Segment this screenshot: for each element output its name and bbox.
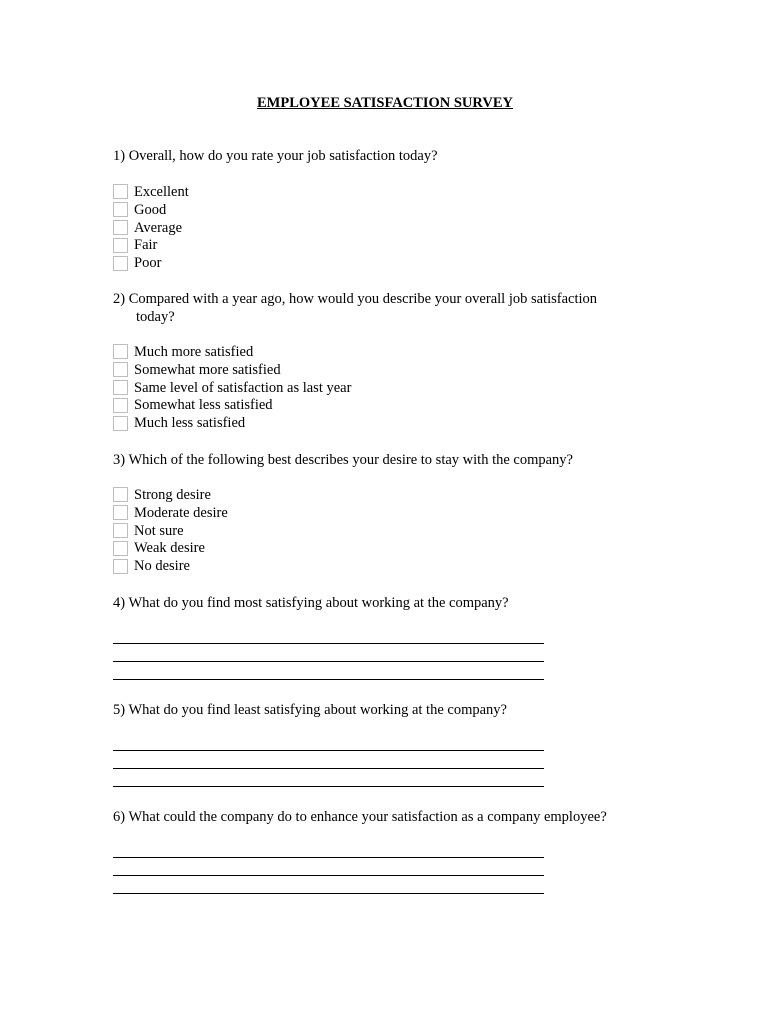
checkbox[interactable] [113,380,128,395]
answer-line-2[interactable] [113,645,544,662]
question-3-options [113,486,228,575]
option-average[interactable] [113,219,189,237]
option-somewhat-less-satisfied[interactable] [113,396,351,414]
option-label: Moderate desire [134,504,228,521]
question-6-text: 6) What could the company do to enhance your satisfaction as a company employee? [113,809,607,825]
option-somewhat-more-satisfied[interactable] [113,361,351,379]
answer-line-1[interactable] [113,841,544,858]
option-fair[interactable] [113,236,189,254]
question-5-answer [113,734,544,788]
option-label: Poor [134,255,162,272]
checkbox[interactable] [113,344,128,359]
page-title: EMPLOYEE SATISFACTION SURVEY [257,95,513,111]
option-label: No desire [134,558,190,575]
checkbox[interactable] [113,523,128,538]
question-3-text: 3) Which of the following best describes your desire to stay with the company? [113,452,573,468]
option-label: Excellent [134,183,189,200]
answer-line-3[interactable] [113,877,544,894]
option-label: Somewhat more satisfied [134,361,281,378]
checkbox[interactable] [113,416,128,431]
option-good[interactable] [113,201,189,219]
checkbox[interactable] [113,202,128,217]
answer-line-3[interactable] [113,770,544,787]
question-4 [113,594,673,612]
question-4-answer [113,627,544,681]
checkbox[interactable] [113,559,128,574]
checkbox[interactable] [113,184,128,199]
answer-line-2[interactable] [113,752,544,769]
question-6-answer [113,841,544,895]
question-1-text: 1) Overall, how do you rate your job satisfaction today? [113,148,438,164]
option-moderate-desire[interactable] [113,504,228,522]
checkbox[interactable] [113,220,128,235]
option-label: Fair [134,237,158,254]
question-2 [113,290,673,326]
option-much-more-satisfied[interactable] [113,343,351,361]
question-2-options [113,343,351,432]
checkbox[interactable] [113,398,128,413]
option-poor[interactable] [113,254,189,272]
option-not-sure[interactable] [113,522,228,540]
option-label: Much more satisfied [134,343,254,360]
option-weak-desire[interactable] [113,539,228,557]
option-label: Strong desire [134,486,211,503]
checkbox[interactable] [113,541,128,556]
checkbox[interactable] [113,256,128,271]
option-strong-desire[interactable] [113,486,228,504]
checkbox[interactable] [113,487,128,502]
question-4-text: 4) What do you find most satisfying about working at the company? [113,595,509,611]
answer-line-3[interactable] [113,663,544,680]
option-much-less-satisfied[interactable] [113,414,351,432]
question-5 [113,701,673,719]
option-excellent[interactable] [113,183,189,201]
question-3 [113,451,673,469]
question-2-text: 2) Compared with a year ago, how would you describe your overall job satisfaction [113,291,598,307]
option-label: Weak desire [134,540,205,557]
checkbox[interactable] [113,362,128,377]
option-no-desire[interactable] [113,557,228,575]
question-1 [113,147,673,165]
question-6 [113,808,673,826]
option-label: Same level of satisfaction as last year [134,379,352,396]
question-2-text-continued: today? [136,309,175,325]
option-label: Good [134,201,167,218]
answer-line-1[interactable] [113,734,544,751]
question-5-text: 5) What do you find least satisfying about working at the company? [113,702,507,718]
checkbox[interactable] [113,238,128,253]
checkbox[interactable] [113,505,128,520]
option-label: Not sure [134,522,184,539]
question-1-options [113,183,189,272]
answer-line-2[interactable] [113,859,544,876]
option-label: Much less satisfied [134,415,246,432]
option-label: Average [134,219,183,236]
option-same-level[interactable] [113,379,351,397]
answer-line-1[interactable] [113,627,544,644]
option-label: Somewhat less satisfied [134,397,273,414]
